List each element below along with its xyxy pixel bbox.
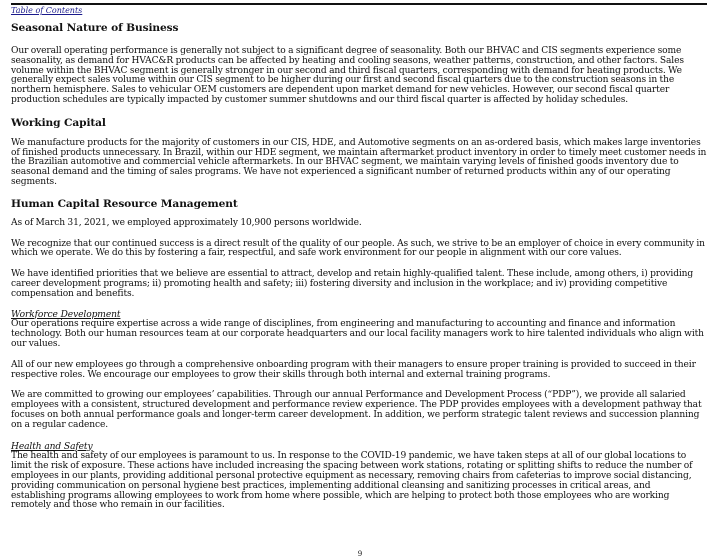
subheading-health-and-safety: Health and Safety [11,441,93,452]
table-of-contents-link[interactable]: Table of Contents [11,6,83,15]
paragraph-employer-of-choice: We recognize that our continued success is a direct result of the quality of our people. As such, we strive to be an employer of choice in every community in which we operate. We do this by fostering a fair, respectful, and safe work environment for our people in alignment with our core values. [11,238,705,259]
paragraph-seasonal: Our overall operating performance is generally not subject to a significant degree of seasonality. Both our BHVAC and CIS segments experience some seasonality, as demand for HVAC&R products can be affected by heating and cooling seasons, weather patterns, construction, and other factors. Sales volume within the BHVAC segment is generally stronger in our second and third fiscal quarters, corresponding with demand for heating products. We generally expect sales volume within our CIS segment to be higher during our first and second fiscal quarters due to the construction seasons in the northern hemisphere. Sales to vehicular OEM customers are dependent upon market demand for new vehicles. However, our second fiscal quarter production schedules are typically impacted by customer summer shutdowns and our third fiscal quarter is affected by holiday schedules. [11,46,684,105]
heading-working-capital: Working Capital [11,116,106,129]
heading-seasonal-nature: Seasonal Nature of Business [11,22,179,34]
paragraph-working-capital: We manufacture products for the majority of customers in our CIS, HDE, and Automotive segments on an as-ordered basis, which makes large inventories of finished products unnecessary. In Brazil, within our HDE segment, we maintain aftermarket product inventory in order to timely meet customer needs in the Brazilian automotive and commercial vehicle aftermarkets. In our BHVAC segment, we maintain varying levels of finished goods inventory due to seasonal demand and the timing of sales programs. We have not experienced a significant number of returned products within any of our operating segments. [11,137,707,187]
heading-human-capital: Human Capital Resource Management [11,197,238,210]
paragraph-employee-count: As of March 31, 2021, we employed approximately 10,900 persons worldwide. [11,217,362,228]
paragraph-onboarding: All of our new employees go through a comprehensive onboarding program with their managers to ensure proper training is provided to succeed in their respective roles. We encourage our employees to grow their skills through both internal and external training programs. [11,359,696,380]
paragraph-pdp: We are committed to growing our employees’ capabilities. Through our annual Performance and Development Process (“PDP”), we provide all salaried employees with a consistent, structured development and performance review experience. The PDP provides employees with a development pathway that focuses on both annual performance goals and longer-term career development. In addition, we perform strategic talent reviews and succession planning on a regular cadence. [11,390,702,430]
paragraph-talent-priorities: We have identified priorities that we believe are essential to attract, develop and retain highly-qualified talent. These include, among others, i) providing career development programs; ii) promoting health and safety; iii) fostering diversity and inclusion in the workplace; and iv) providing competitive compensation and benefits. [11,269,694,299]
paragraph-workforce-expertise: Our operations require expertise across a wide range of disciplines, from engineering and manufacturing to accounting and finance and information technology. Both our human resources team at our corporate headquarters and our local facility managers work to hire talented individuals who align with our values. [11,319,704,349]
page-number: 9 [357,550,363,558]
document-body [11,22,707,511]
paragraph-health-and-safety: The health and safety of our employees is paramount to us. In response to the COVID-19 pandemic, we have taken steps at all of our global locations to limit the risk of exposure. These actions have included increasing the spacing between work stations, rotating or splitting shifts to reduce the number of employees in our plants, providing additional personal protective equipment as necessary, removing chairs from cafeterias to improve social distancing, providing communication on personal hygiene best practices, implementing additional cleansing and sanitizing processes in critical areas, and establishing programs allowing employees to work from home where possible, which are helping to protect both those employees who are working remotely and those who remain in our facilities. [11,451,693,511]
subheading-workforce-development: Workforce Development [11,309,121,320]
top-rule [11,3,707,5]
